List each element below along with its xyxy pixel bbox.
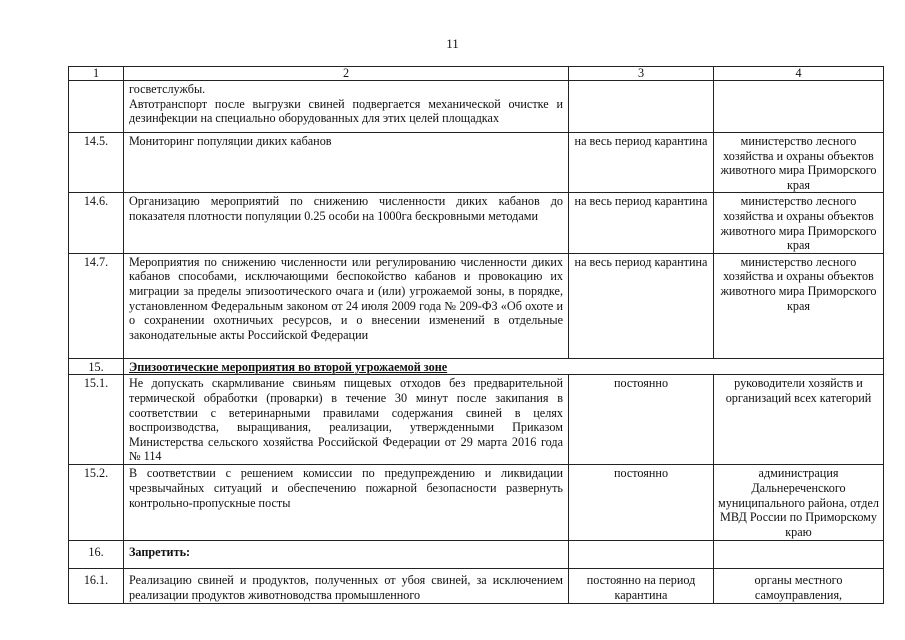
table-row [69,541,884,569]
measure-text [124,541,569,569]
header-col-3: 3 [569,67,714,81]
measure-paragraph: В соответствии с решением комиссии по предупреждению и ликвидации чрезвычайных ситуаций и обеспечению пожарной безопасности развернуть контрольно-пропускные посты [129,466,563,510]
responsible-cell [714,541,884,569]
period-cell: постоянно [569,375,714,465]
responsible-cell [714,81,884,133]
measure-text [124,193,569,253]
period-cell: постоянно на период карантина [569,569,714,603]
responsible-cell: администрация Дальнереченского муниципального района, отдел МВД России по Приморскому краю [714,465,884,541]
measure-text [124,465,569,541]
measure-text [124,569,569,603]
measure-paragraph: Мероприятия по снижению численности или регулированию численности диких кабанов способами, исключающими беспокойство кабанов и провокацию их миграции за пределы эпизоотического очага и (или) угрожаемой зоны, в порядке, установленном Федеральным законом от 24 июля 2009 года № 209-ФЗ «Об охоте и о сохранении охотничьих ресурсов, и о внесении изменений в отдельные законодательные акты Российской Федерации [129,254,563,342]
period-cell: на весь период карантина [569,133,714,193]
prohibition-heading: Запретить: [129,545,191,560]
measure-paragraph: Организацию мероприятий по снижению численности диких кабанов до показателя плотности популяции 0.25 особи на 1000га бескровными методами [129,194,563,223]
table-row [69,465,884,541]
row-number: 14.6. [69,193,124,253]
measure-paragraph: госветслужбы. [129,82,206,96]
row-number [69,81,124,133]
responsible-cell: органы местного самоуправления, [714,569,884,603]
responsible-cell: министерство лесного хозяйства и охраны объектов животного мира Приморского края [714,133,884,193]
row-number: 15.2. [69,465,124,541]
responsible-cell: руководители хозяйств и организаций всех категорий [714,375,884,465]
table-row [69,193,884,253]
measure-paragraph: Мониторинг популяции диких кабанов [129,134,332,148]
row-number: 15.1. [69,375,124,465]
period-cell [569,81,714,133]
responsible-cell: министерство лесного хозяйства и охраны объектов животного мира Приморского края [714,193,884,253]
table-row [69,569,884,603]
responsible-cell: министерство лесного хозяйства и охраны объектов животного мира Приморского края [714,253,884,358]
measure-text [124,81,569,133]
row-number: 16. [69,541,124,569]
measure-text [124,253,569,358]
period-cell: на весь период карантина [569,193,714,253]
measure-paragraph: Реализацию свиней и продуктов, полученных от убоя свиней, за исключением реализации продуктов животноводства промышленного [129,573,563,602]
table-header-row [69,67,884,81]
row-number: 14.5. [69,133,124,193]
table-row [69,375,884,465]
header-col-4: 4 [714,67,884,81]
header-col-2: 2 [124,67,569,81]
header-col-1: 1 [69,67,124,81]
row-number: 15. [69,358,124,375]
period-cell: на весь период карантина [569,253,714,358]
measure-paragraph: Автотранспорт после выгрузки свиней подвергается механической очистке и дезинфекции на специально оборудованных для этих целей площадках [129,96,563,126]
measure-text [124,375,569,465]
section-title-cell [124,358,884,375]
table-row [69,133,884,193]
measures-table [68,66,884,604]
measure-text [124,133,569,193]
table-row [69,81,884,133]
table-row [69,253,884,358]
period-cell: постоянно [569,465,714,541]
section-row [69,358,884,375]
measure-paragraph: Не допускать скармливание свиньям пищевых отходов без предварительной термической обработки (проварки) в течение 30 минут после закипания в соответствии с ветеринарными правилами содержания свиней в целях воспроизводства, выращивания, реализации, утвержденными Приказом Министерства сельского хозяйства Российской Федерации от 29 марта 2016 года № 114 [129,376,563,464]
row-number: 16.1. [69,569,124,603]
section-title: Эпизоотические мероприятия во второй угрожаемой зоне [129,359,448,374]
page-number: 11 [446,36,459,51]
row-number: 14.7. [69,253,124,358]
period-cell [569,541,714,569]
